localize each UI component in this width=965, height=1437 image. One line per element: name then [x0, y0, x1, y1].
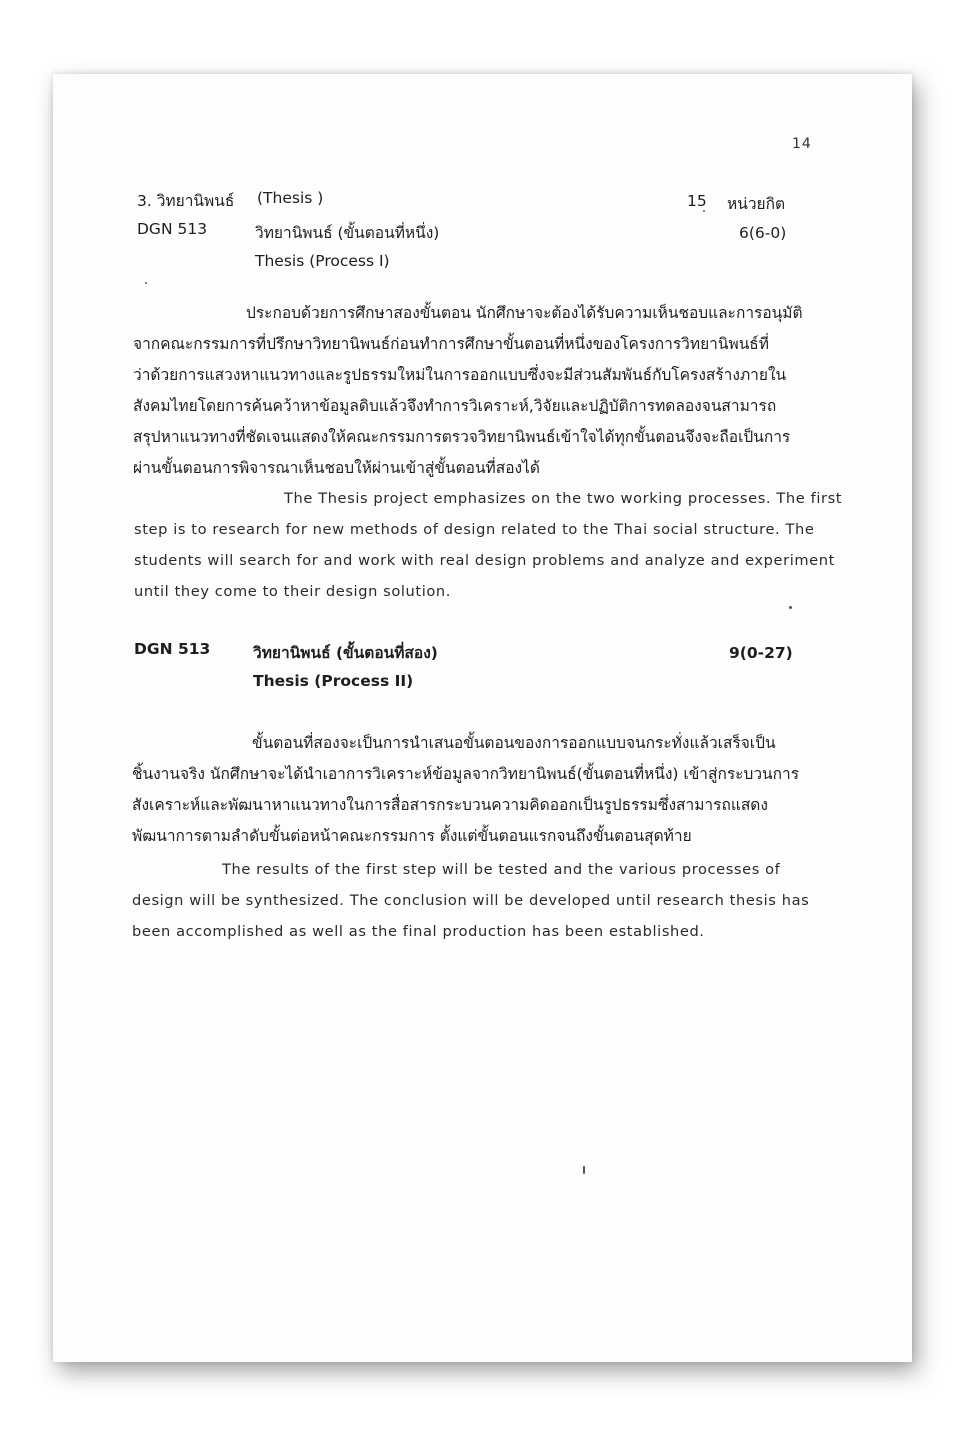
course-code-1: DGN 513: [137, 220, 208, 238]
scan-speck: [145, 282, 147, 284]
course-hours-2: 9(0-27): [729, 644, 793, 662]
scan-speck: [789, 606, 792, 609]
scan-speck: [703, 210, 705, 212]
credits-label: หน่วยกิต: [727, 195, 786, 213]
course-hours-1: 6(6-0): [739, 224, 787, 242]
text-line: ชิ้นงานจริง นักศึกษาจะได้นำเอาการวิเคราะห์ข้อมูลจากวิทยานิพนธ์(ขั้นตอนที่หนึ่ง) เข้าสู่กระบวนการ: [132, 765, 800, 783]
text-line: จากคณะกรรมการที่ปรึกษาวิทยานิพนธ์ก่อนทำการศึกษาขั้นตอนที่หนึ่งของโครงการวิทยานิพนธ์ที่: [133, 335, 769, 353]
description-en-2: [132, 854, 836, 947]
text-line: พัฒนาการตามลำดับขั้นต่อหน้าคณะกรรมการ ตั้งแต่ขั้นตอนแรกจนถึงขั้นตอนสุดท้าย: [132, 827, 692, 845]
page-number: 14: [792, 136, 812, 152]
section-heading-en: (Thesis ): [257, 189, 324, 207]
description-th-1: [133, 298, 803, 484]
text-line: ขั้นตอนที่สองจะเป็นการนำเสนอขั้นตอนของการออกแบบจนกระทั่งแล้วเสร็จเป็น: [252, 734, 776, 752]
text-line: สังคมไทยโดยการค้นคว้าหาข้อมูลดิบแล้วจึงทำการวิเคราะห์,วิจัยและปฏิบัติการทดลองจนสามารถ: [133, 397, 777, 415]
description-en-1: [134, 483, 852, 607]
text-line: ว่าด้วยการแสวงหาแนวทางและรูปธรรมใหม่ในการออกแบบซึ่งจะมีส่วนสัมพันธ์กับโครงสร้างภายใน: [133, 366, 787, 384]
course-title-th-2: วิทยานิพนธ์ (ขั้นตอนที่สอง): [253, 644, 438, 662]
text-line: The results of the first step will be tested and the various processes of: [222, 861, 781, 878]
text-line: been accomplished as well as the final production has been established.: [132, 923, 705, 940]
description-th-2: [132, 728, 799, 852]
text-line: ประกอบด้วยการศึกษาสองขั้นตอน นักศึกษาจะต้องได้รับความเห็นชอบและการอนุมัติ: [246, 304, 803, 322]
text-line: design will be synthesized. The conclusion will be developed until research thesis has: [132, 892, 810, 909]
text-line: สังเคราะห์และพัฒนาหาแนวทางในการสื่อสารกระบวนความคิดออกเป็นรูปธรรมซึ่งสามารถแสดง: [132, 796, 768, 814]
document-page: [53, 74, 912, 1362]
course-title-en-2: Thesis (Process II): [253, 672, 414, 690]
scan-speck: [583, 1166, 585, 1174]
credits-value: 15: [687, 192, 707, 210]
section-heading-th: 3. วิทยานิพนธ์: [137, 192, 235, 210]
text-line: ผ่านขั้นตอนการพิจารณาเห็นชอบให้ผ่านเข้าสู่ขั้นตอนที่สองได้: [133, 459, 540, 477]
text-line: สรุปหาแนวทางที่ชัดเจนแสดงให้คณะกรรมการตรวจวิทยานิพนธ์เข้าใจได้ทุกขั้นตอนจึงจะถือเป็นการ: [133, 428, 791, 446]
text-line: step is to research for new methods of design related to the Thai social structure. The: [134, 521, 815, 538]
text-line: until they come to their design solution.: [134, 583, 451, 600]
text-line: students will search for and work with real design problems and analyze and experiment: [134, 552, 835, 569]
course-title-th-1: วิทยานิพนธ์ (ขั้นตอนที่หนึ่ง): [255, 224, 440, 242]
course-title-en-1: Thesis (Process I): [255, 252, 390, 270]
text-line: The Thesis project emphasizes on the two working processes. The first: [284, 490, 843, 507]
course-code-2: DGN 513: [134, 640, 211, 658]
